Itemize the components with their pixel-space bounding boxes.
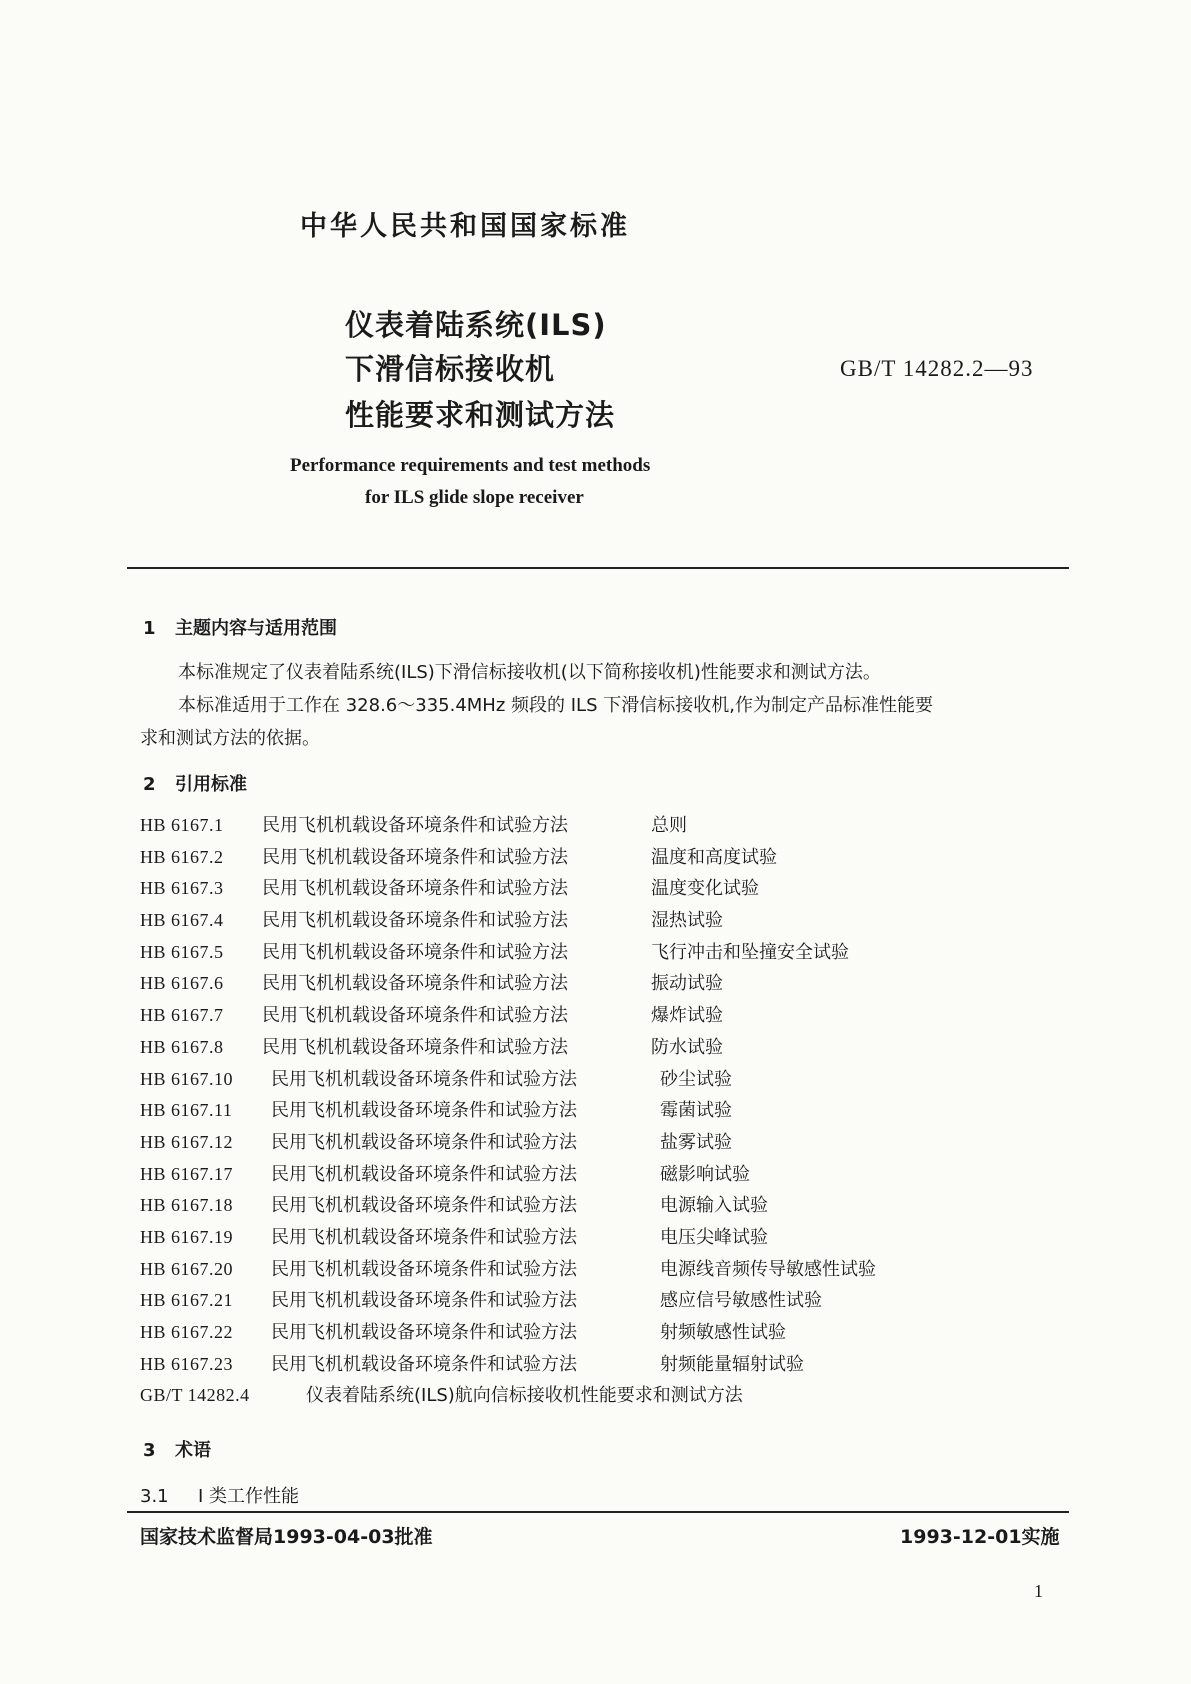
reference-row [140,1065,876,1097]
section-number: 3 [143,1440,156,1461]
reference-code: HB 6167.3 [140,878,224,899]
reference-topic: 飞行冲击和坠撞安全试验 [651,941,849,963]
term-item [140,1482,299,1508]
reference-topic: 湿热试验 [651,910,723,932]
reference-topic: 射频能量辐射试验 [660,1353,804,1375]
reference-code: HB 6167.22 [140,1322,234,1342]
header-divider [127,567,1069,569]
reference-row [140,938,876,970]
section-title: 主题内容与适用范围 [175,618,337,639]
reference-name: 民用飞机机载设备环境条件和试验方法 [271,1226,577,1248]
reference-row [140,1223,876,1255]
section-2-heading [143,770,247,796]
reference-list [140,811,876,1413]
reference-name: 仪表着陆系统(ILS)航向信标接收机性能要求和测试方法 [306,1385,743,1407]
document-title-line-1: 仪表着陆系统(ILS) [345,308,607,342]
reference-name: 民用飞机机载设备环境条件和试验方法 [271,1353,577,1375]
reference-topic: 总则 [651,815,687,836]
reference-code: HB 6167.4 [140,910,224,931]
reference-code: HB 6167.20 [140,1258,234,1279]
document-title-line-2: 下滑信标接收机 [345,352,556,386]
reference-row [140,1033,876,1065]
reference-code: HB 6167.6 [140,973,224,994]
reference-code: GB/T 14282.4 [140,1385,250,1406]
section-number: 1 [143,618,156,639]
reference-code: HB 6167.23 [140,1353,234,1374]
reference-row [140,811,876,843]
reference-topic: 电压尖峰试验 [660,1226,768,1248]
reference-name: 民用飞机机载设备环境条件和试验方法 [262,1005,568,1027]
reference-topic: 爆炸试验 [651,1005,723,1027]
reference-code: HB 6167.10 [140,1068,234,1089]
reference-topic: 防水试验 [651,1036,723,1058]
reference-code: HB 6167.21 [140,1290,234,1311]
reference-code: HB 6167.18 [140,1195,234,1216]
reference-row [140,1255,876,1287]
english-title-line-1: Performance requirements and test methods [290,455,651,476]
reference-topic: 霉菌试验 [660,1100,732,1122]
section-title: 术语 [175,1440,211,1461]
reference-code: HB 6167.2 [140,846,224,867]
term-text: I 类工作性能 [198,1486,300,1507]
reference-topic: 温度变化试验 [651,878,759,900]
reference-code: HB 6167.1 [140,815,224,835]
reference-row [140,1128,876,1160]
section-3-heading [143,1436,211,1462]
reference-row [140,1318,876,1350]
reference-code: HB 6167.11 [140,1100,233,1121]
reference-row [140,1381,876,1413]
reference-code: HB 6167.5 [140,941,224,962]
reference-topic: 电源输入试验 [660,1195,768,1217]
reference-topic: 感应信号敏感性试验 [660,1290,822,1312]
reference-topic: 砂尘试验 [660,1068,732,1090]
section-1-paragraph-2-cont: 求和测试方法的依据。 [140,728,320,749]
reference-name: 民用飞机机载设备环境条件和试验方法 [271,1100,577,1122]
document-title-line-3: 性能要求和测试方法 [345,398,616,432]
reference-row [140,843,876,875]
reference-name: 民用飞机机载设备环境条件和试验方法 [262,941,568,963]
page-number: 1 [1034,1581,1043,1601]
reference-row [140,906,876,938]
reference-name: 民用飞机机载设备环境条件和试验方法 [262,846,568,868]
reference-name: 民用飞机机载设备环境条件和试验方法 [271,1290,577,1312]
reference-name: 民用飞机机载设备环境条件和试验方法 [262,878,568,900]
standard-code: GB/T 14282.2—93 [840,356,1034,381]
effective-date: 1993-12-01实施 [900,1526,1060,1548]
reference-topic: 电源线音频传导敏感性试验 [660,1258,876,1280]
reference-code: HB 6167.8 [140,1036,224,1057]
reference-name: 民用飞机机载设备环境条件和试验方法 [262,1036,568,1058]
reference-name: 民用飞机机载设备环境条件和试验方法 [262,973,568,995]
reference-name: 民用飞机机载设备环境条件和试验方法 [271,1258,577,1280]
reference-code: HB 6167.17 [140,1163,234,1184]
section-number: 2 [143,774,156,795]
reference-code: HB 6167.19 [140,1226,234,1247]
reference-name: 民用飞机机载设备环境条件和试验方法 [271,1068,577,1090]
national-standard-title: 中华人民共和国国家标准 [300,211,630,242]
section-1-paragraph-1: 本标准规定了仪表着陆系统(ILS)下滑信标接收机(以下简称接收机)性能要求和测试方法。 [178,662,881,683]
reference-topic: 磁影响试验 [660,1163,750,1185]
reference-row [140,1350,876,1382]
approval-line: 国家技术监督局1993-04-03批准 [140,1526,433,1548]
reference-name: 民用飞机机载设备环境条件和试验方法 [271,1195,577,1217]
reference-name: 民用飞机机载设备环境条件和试验方法 [271,1322,577,1343]
section-1-heading [143,614,337,640]
reference-row [140,1191,876,1223]
section-title: 引用标准 [175,774,247,795]
reference-topic: 温度和高度试验 [651,846,777,868]
reference-name: 民用飞机机载设备环境条件和试验方法 [262,910,568,932]
term-number: 3.1 [140,1486,169,1507]
reference-row [140,1160,876,1192]
reference-row [140,1286,876,1318]
reference-row [140,1096,876,1128]
reference-topic: 振动试验 [651,973,723,995]
reference-name: 民用飞机机载设备环境条件和试验方法 [262,815,568,836]
reference-name: 民用飞机机载设备环境条件和试验方法 [271,1163,577,1185]
footer-divider [127,1511,1069,1513]
reference-name: 民用飞机机载设备环境条件和试验方法 [271,1131,577,1153]
reference-row [140,969,876,1001]
reference-code: HB 6167.12 [140,1131,234,1152]
reference-topic: 盐雾试验 [660,1131,732,1153]
section-1-paragraph-2: 本标准适用于工作在 328.6～335.4MHz 频段的 ILS 下滑信标接收机,作为制定产品标准性能要 [178,695,933,716]
reference-topic: 射频敏感性试验 [660,1322,786,1343]
reference-code: HB 6167.7 [140,1005,224,1026]
reference-row [140,874,876,906]
reference-row [140,1001,876,1033]
english-title-line-2: for ILS glide slope receiver [365,487,584,508]
